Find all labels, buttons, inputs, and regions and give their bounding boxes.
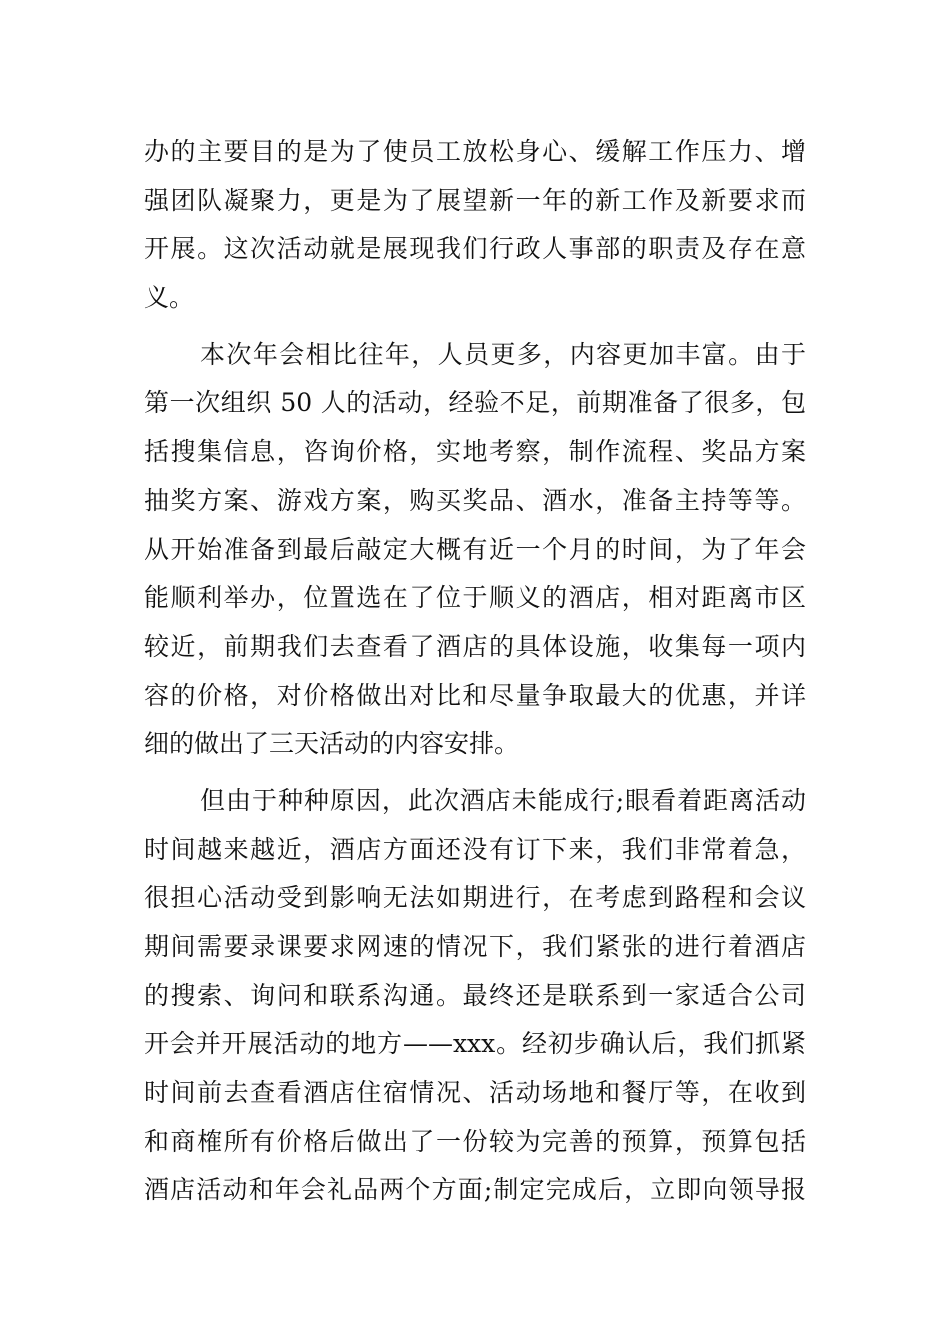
text-line: 酒店活动和年会礼品两个方面;制定完成后，立即向领导报	[144, 1175, 806, 1205]
text-line: 容的价格，对价格做出对比和尽量争取最大的优惠，并详	[144, 680, 806, 710]
paragraph-gap	[144, 769, 806, 777]
text-line: 但由于种种原因，此次酒店未能成行;眼看着距离活动	[200, 785, 806, 815]
text-line: 的搜索、询问和联系沟通。最终还是联系到一家适合公司	[144, 980, 806, 1010]
text-line: 细的做出了三天活动的内容安排。	[144, 729, 520, 759]
text-line: 强团队凝聚力，更是为了展望新一年的新工作及新要求而	[144, 185, 806, 215]
text-line: 开会并开展活动的地方——xxx。经初步确认后，我们抓紧	[144, 1029, 806, 1059]
paragraph-2	[144, 331, 806, 769]
text-line: 从开始准备到最后敲定大概有近一个月的时间，为了年会	[144, 534, 806, 564]
text-line: 抽奖方案、游戏方案，购买奖品、酒水，准备主持等等。	[144, 485, 806, 515]
text-line: 第一次组织 50 人的活动，经验不足，前期准备了很多，包	[144, 388, 806, 418]
text-line: 能顺利举办，位置选在了位于顺义的酒店，相对距离市区	[144, 583, 806, 613]
text-line: 期间需要录课要求网速的情况下，我们紧张的进行着酒店	[144, 932, 806, 961]
text-line: 括搜集信息，咨询价格，实地考察，制作流程、奖品方案	[144, 437, 806, 467]
paragraph-3	[144, 777, 806, 1215]
text-line: 时间越来越近，酒店方面还没有订下来，我们非常着急，	[144, 834, 806, 864]
text-line: 和商榷所有价格后做出了一份较为完善的预算，预算包括	[144, 1126, 806, 1156]
text-line: 本次年会相比往年，人员更多，内容更加丰富。由于	[200, 339, 806, 369]
text-line: 时间前去查看酒店住宿情况、活动场地和餐厅等，在收到	[144, 1078, 806, 1108]
text-line: 办的主要目的是为了使员工放松身心、缓解工作压力、增	[144, 137, 806, 166]
paragraph-1	[144, 128, 806, 323]
paragraph-gap	[144, 323, 806, 331]
text-line: 义。	[144, 283, 195, 313]
document-body	[144, 128, 806, 1215]
text-line: 较近，前期我们去查看了酒店的具体设施，收集每一项内	[144, 631, 806, 661]
text-line: 开展。这次活动就是展现我们行政人事部的职责及存在意	[144, 234, 806, 264]
text-line: 很担心活动受到影响无法如期进行，在考虑到路程和会议	[144, 883, 806, 913]
